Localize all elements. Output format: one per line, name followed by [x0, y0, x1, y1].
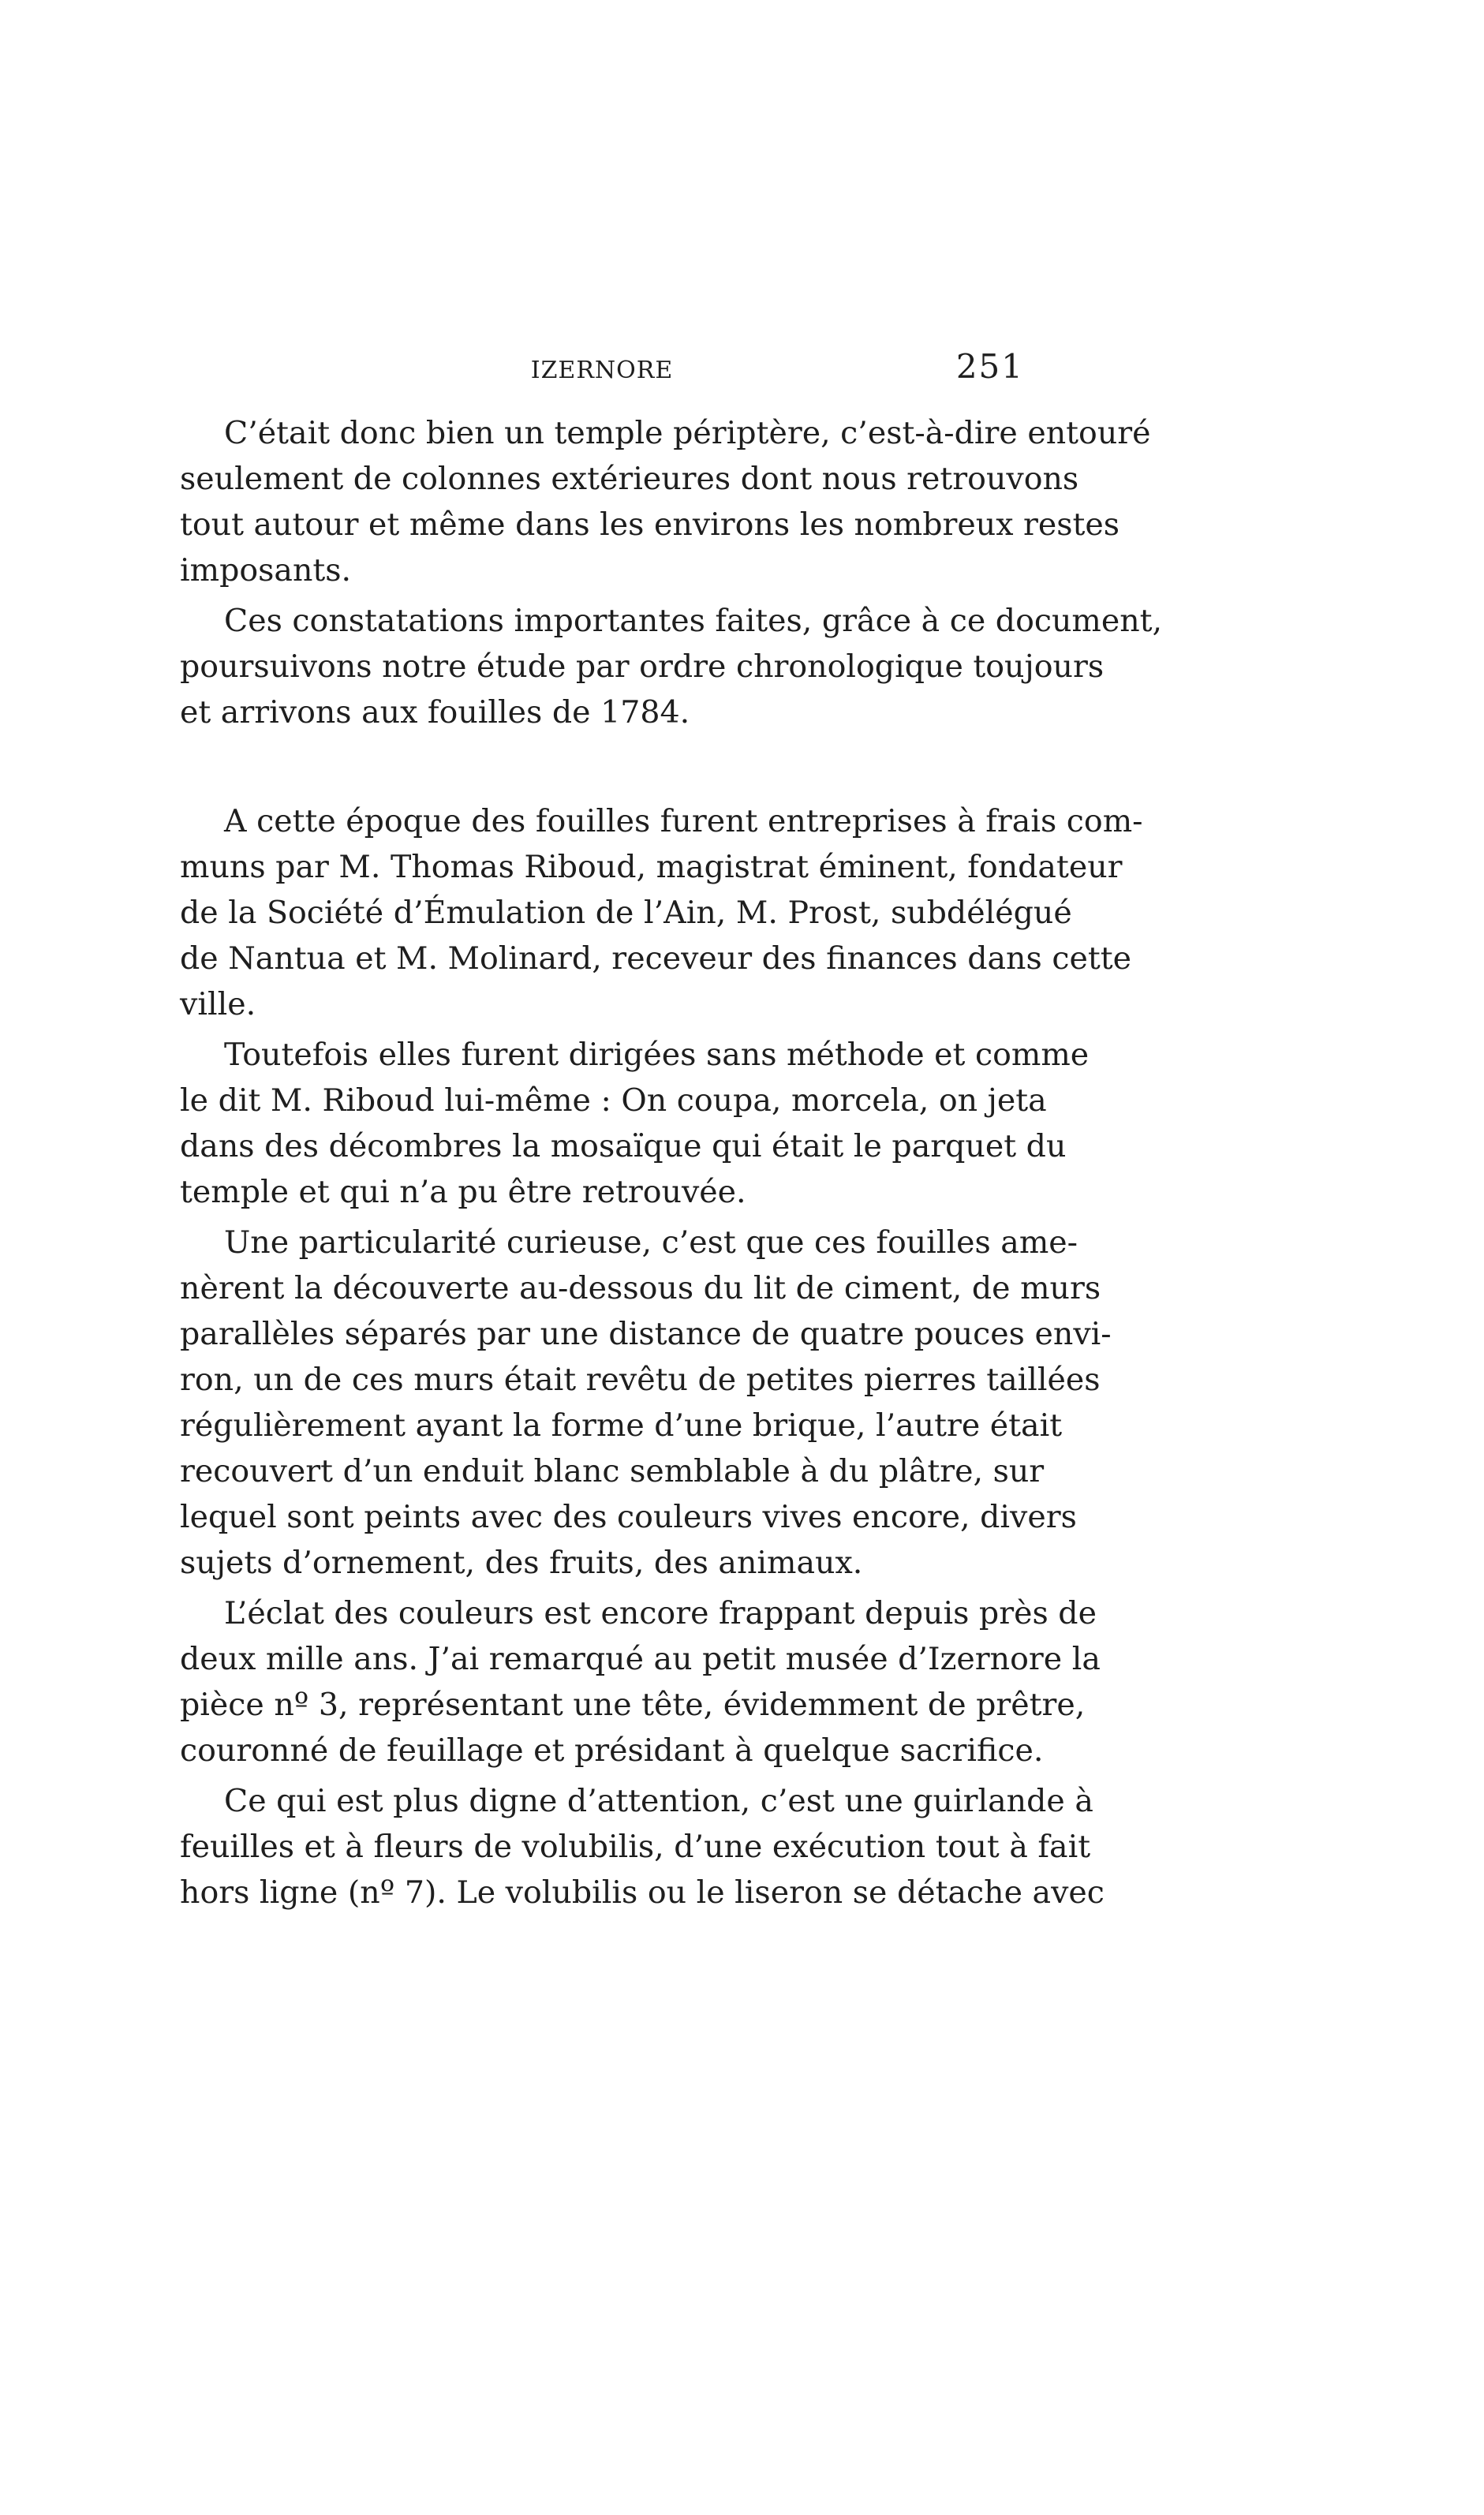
text-line: ron, un de ces murs était revêtu de petites pierres taillées [180, 1362, 1101, 1398]
text-line: recouvert d’un enduit blanc semblable à du plâtre, sur [180, 1453, 1045, 1489]
text-line: nèrent la découverte au-dessous du lit de ciment, de murs [180, 1270, 1101, 1306]
text-line: hors ligne (nº 7). Le volubilis ou le liseron se détache avec [180, 1874, 1105, 1911]
text-line: muns par M. Thomas Riboud, magistrat éminent, fondateur [180, 849, 1123, 885]
text-line: de Nantua et M. Molinard, receveur des finances dans cette [180, 940, 1131, 977]
text-line: parallèles séparés par une distance de quatre pouces envi- [180, 1316, 1112, 1352]
text-line: Toutefois elles furent dirigées sans méthode et comme [224, 1037, 1090, 1073]
text-line: et arrivons aux fouilles de 1784. [180, 694, 690, 731]
text-line: lequel sont peints avec des couleurs vives encore, divers [180, 1499, 1077, 1535]
text-line: tout autour et même dans les environs les nombreux restes [180, 506, 1120, 543]
paragraph-methode [180, 1032, 1090, 1215]
paragraph-fouilles-1784 [180, 798, 1143, 1027]
paragraph-couleurs [180, 1590, 1101, 1773]
paragraph-guirlande [180, 1778, 1105, 1915]
paragraph-constatations [180, 598, 1163, 735]
text-line: couronné de feuillage et présidant à quelque sacrifice. [180, 1732, 1044, 1769]
text-line: le dit M. Riboud lui-même : On coupa, morcela, on jeta [180, 1082, 1047, 1119]
running-title: IZERNORE [530, 357, 674, 384]
text-line: Ce qui est plus digne d’attention, c’est une guirlande à [224, 1783, 1093, 1819]
text-line: sujets d’ornement, des fruits, des animaux. [180, 1545, 863, 1581]
text-line: imposants. [180, 552, 352, 589]
paragraph-periptere [180, 410, 1151, 593]
text-line: régulièrement ayant la forme d’une brique, l’autre était [180, 1407, 1063, 1444]
text-line: pièce nº 3, représentant une tête, évidemment de prêtre, [180, 1687, 1086, 1723]
text-line: temple et qui n’a pu être retrouvée. [180, 1174, 746, 1210]
text-line: de la Société d’Émulation de l’Ain, M. Prost, subdélégué [180, 895, 1072, 931]
text-line: dans des décombres la mosaïque qui était le parquet du [180, 1128, 1067, 1164]
text-line: Ces constatations importantes faites, grâce à ce document, [224, 603, 1163, 639]
text-line: ville. [180, 986, 256, 1022]
body-text [180, 410, 1163, 1915]
running-head [180, 347, 1024, 394]
text-line: L’éclat des couleurs est encore frappant depuis près de [224, 1595, 1097, 1631]
text-line: C’était donc bien un temple périptère, c’est-à-dire entouré [224, 415, 1151, 451]
text-line: Une particularité curieuse, c’est que ces fouilles ame- [224, 1224, 1078, 1261]
text-line: deux mille ans. J’ai remarqué au petit musée d’Izernore la [180, 1641, 1101, 1677]
text-line: A cette époque des fouilles furent entreprises à frais com- [224, 803, 1143, 839]
paragraph-murs [180, 1220, 1112, 1586]
text-line: feuilles et à fleurs de volubilis, d’une exécution tout à fait [180, 1829, 1091, 1865]
text-line: poursuivons notre étude par ordre chronologique toujours [180, 648, 1105, 685]
page-number: 251 [955, 347, 1024, 386]
text-line: seulement de colonnes extérieures dont nous retrouvons [180, 461, 1079, 497]
